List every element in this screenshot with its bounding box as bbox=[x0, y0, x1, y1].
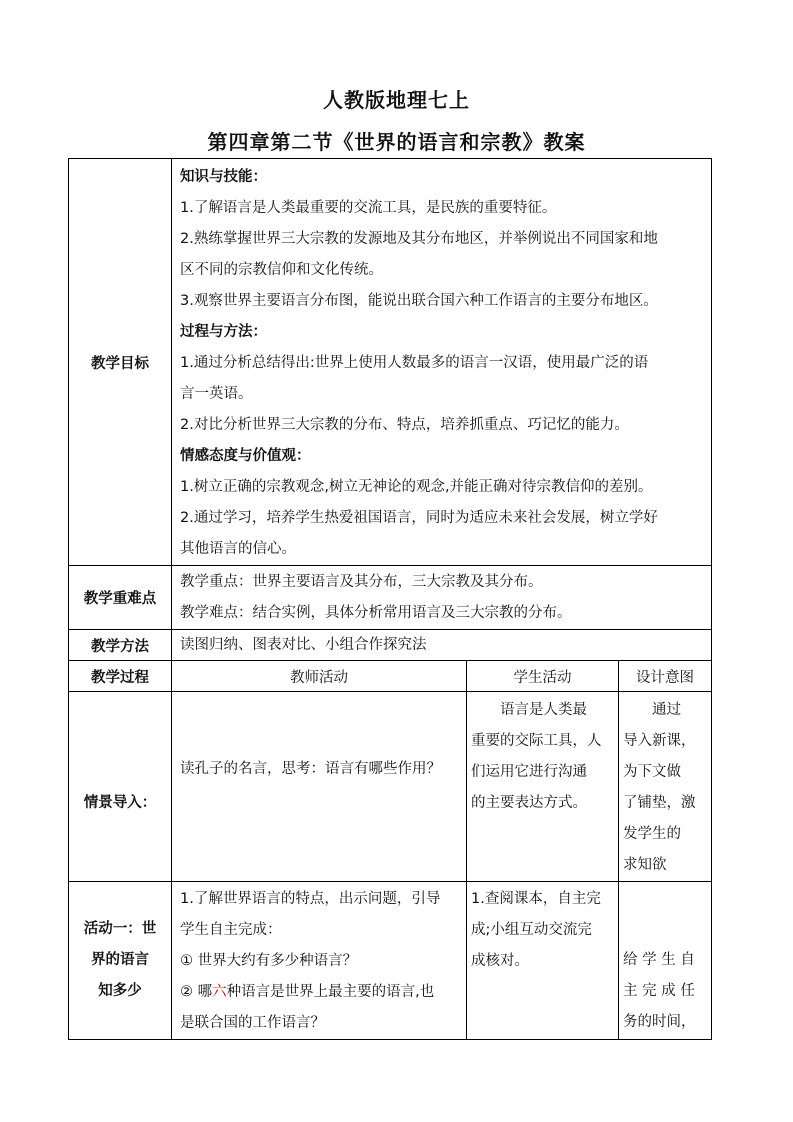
activity1-label bbox=[69, 882, 172, 1040]
methods-label: 教学方法 bbox=[69, 630, 172, 661]
intro-teacher-cell bbox=[172, 692, 467, 882]
objective-text: 2.通过学习，培养学生热爱祖国语言，同时为适应未来社会发展，树立学好 bbox=[180, 510, 658, 526]
objective-text: 1.了解语言是人类最重要的交流工具，是民族的重要特征。 bbox=[180, 200, 557, 216]
intro-row bbox=[69, 692, 712, 882]
activity1-student-cell bbox=[467, 882, 619, 1040]
activity1-teacher-cell bbox=[172, 882, 467, 1040]
activity1-teacher-text: ① 世界大约有多少种语言？ bbox=[180, 953, 358, 969]
student-activity-header: 学生活动 bbox=[467, 661, 619, 692]
objective-text: 1.通过分析总结得出:世界上使用人数最多的语言一汉语，使用最广泛的语 bbox=[180, 355, 649, 371]
activity1-student-text: 1.查阅课本，自主完 bbox=[471, 891, 601, 907]
intro-design-text: 发学生的 bbox=[623, 826, 681, 842]
intro-design-text: 为下文做 bbox=[623, 764, 681, 780]
process-label: 教学过程 bbox=[69, 661, 172, 692]
process-heading: 过程与方法： bbox=[180, 324, 267, 340]
intro-design-text: 求知欲 bbox=[623, 857, 667, 873]
activity1-design-cell bbox=[619, 882, 712, 1040]
intro-student-text: 的主要表达方式。 bbox=[471, 795, 587, 811]
focus-text: 教学重点：世界主要语言及其分布，三大宗教及其分布。 bbox=[180, 574, 543, 590]
methods-text: 读图归纳、图表对比、小组合作探究法 bbox=[180, 636, 427, 653]
highlighted-number: 六 bbox=[212, 984, 227, 1000]
intro-student-text: 语言是人类最 bbox=[500, 702, 587, 718]
key-points-label: 教学重难点 bbox=[69, 566, 172, 630]
objective-text: 2.熟练掌握世界三大宗教的发源地及其分布地区，并举例说出不同国家和地 bbox=[180, 231, 658, 247]
objectives-content bbox=[172, 159, 712, 566]
key-points-row bbox=[69, 566, 712, 630]
teacher-activity-header: 教师活动 bbox=[172, 661, 467, 692]
methods-row bbox=[69, 630, 712, 661]
intro-label: 情景导入： bbox=[69, 692, 172, 882]
activity1-student-text: 成;小组互动交流完 bbox=[471, 922, 592, 938]
objective-text: 其他语言的信心。 bbox=[180, 541, 296, 557]
question-prefix: ② 哪 bbox=[180, 984, 213, 1000]
objective-text: 言一英语。 bbox=[180, 386, 253, 402]
activity1-row bbox=[69, 882, 712, 1040]
lesson-plan-table bbox=[68, 158, 712, 1040]
objective-text: 3.观察世界主要语言分布图，能说出联合国六种工作语言的主要分布地区。 bbox=[180, 293, 658, 309]
activity1-design-text: 给 学 生 自 bbox=[623, 952, 695, 968]
intro-design-cell bbox=[619, 692, 712, 882]
lesson-title: 第四章第二节《世界的语言和宗教》教案 bbox=[207, 130, 586, 154]
intro-teacher-text: 读孔子的名言，思考：语言有哪些作用？ bbox=[180, 761, 441, 777]
activity1-teacher-text: 学生自主完成： bbox=[180, 922, 282, 938]
document-title: 人教版地理七上 bbox=[323, 88, 470, 112]
activity1-student-text: 成核对。 bbox=[471, 953, 529, 969]
question-suffix: 种语言是世界上最主要的语言,也 bbox=[226, 984, 435, 1000]
activity1-teacher-text: 是联合国的工作语言？ bbox=[180, 1015, 325, 1031]
activity1-label-line: 界的语言 bbox=[91, 952, 149, 968]
intro-design-text: 了铺垫，激 bbox=[623, 795, 696, 811]
design-intent-header: 设计意图 bbox=[619, 661, 712, 692]
difficulty-text: 教学难点：结合实例，具体分析常用语言及三大宗教的分布。 bbox=[180, 605, 572, 621]
activity1-label-line: 活动一：世 bbox=[83, 921, 157, 937]
intro-student-text: 重要的交际工具，人 bbox=[471, 733, 602, 749]
emotion-heading: 情感态度与价值观： bbox=[180, 448, 311, 464]
activity1-label-line: 知多少 bbox=[98, 983, 142, 999]
intro-student-cell bbox=[467, 692, 619, 882]
methods-content bbox=[172, 630, 712, 661]
objectives-label: 教学目标 bbox=[69, 159, 172, 566]
process-header-row bbox=[69, 661, 712, 692]
activity1-design-text: 务的时间， bbox=[623, 1014, 696, 1030]
knowledge-heading: 知识与技能： bbox=[180, 169, 267, 185]
activity1-question-2 bbox=[172, 977, 466, 1008]
objective-text: 1.树立正确的宗教观念,树立无神论的观念,并能正确对待宗教信仰的差别。 bbox=[180, 479, 653, 495]
objective-text: 2.对比分析世界三大宗教的分布、特点，培养抓重点、巧记忆的能力。 bbox=[180, 417, 629, 433]
key-points-content bbox=[172, 566, 712, 630]
intro-student-text: 们运用它进行沟通 bbox=[471, 764, 587, 780]
intro-design-text: 导入新课， bbox=[623, 733, 696, 749]
intro-design-text: 通过 bbox=[652, 702, 681, 718]
objective-text: 区不同的宗教信仰和文化传统。 bbox=[180, 262, 383, 278]
objectives-row bbox=[69, 159, 712, 566]
activity1-teacher-text: 1.了解世界语言的特点，出示问题，引导 bbox=[180, 891, 441, 907]
activity1-design-text: 主 完 成 任 bbox=[623, 983, 695, 999]
